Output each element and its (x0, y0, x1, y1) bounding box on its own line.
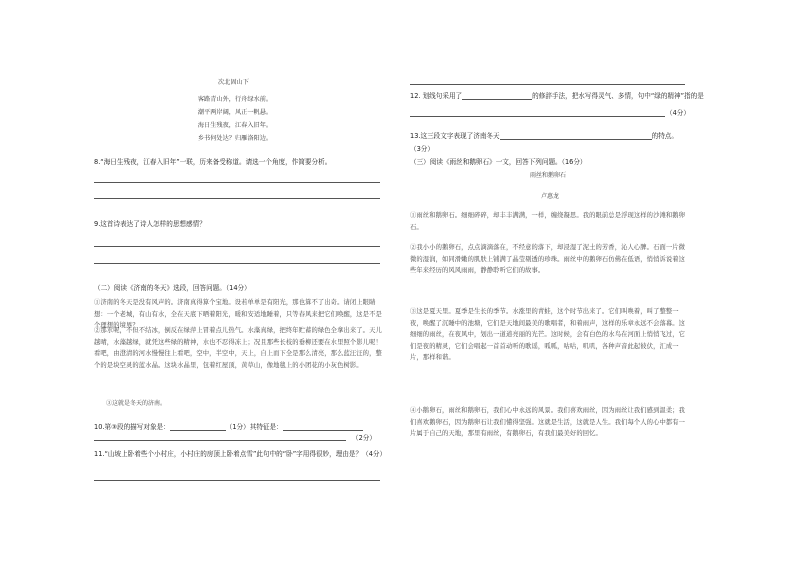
question-11: 11.“山坡上卧着些个小村庄，小村庄的房顶上卧着点雪”此句中的“卧”字用得很妙，理由是？（4分） (94, 450, 387, 458)
paragraph-3: ③这就是冬天的济南。 (106, 400, 167, 407)
poem-line-1: 客路青山外，行舟绿水前。 (197, 96, 273, 103)
article-paragraph-1: ①雨丝和鹅卵石。细细碎碎，却丰丰满满，一样，缠绕凝思。我的眼前总是浮现这样的沙滩和鹅卵石。 (410, 212, 686, 231)
poem-line-2: 潮平两岸阔，风正一帆悬。 (197, 109, 273, 116)
question-10-score: （2分） (352, 434, 376, 442)
answer-line-9b[interactable] (94, 263, 380, 264)
section-2-heading: （二）阅读《济南的冬天》选段，回答问题。（14分） (94, 284, 251, 292)
answer-line-9a[interactable] (94, 246, 380, 247)
answer-line-10[interactable] (94, 440, 346, 441)
question-13-text-b: 的特点。 (651, 132, 678, 140)
paragraph-1: ①济南的冬天是没有风声的。济南真得算个宝地。设若单单是有阳光，那也算不了出奇。请闭上眼睛想：一个老城，有山有水，全在天底下晒着阳光，暖和安适地睡着，只等春风来把它们唤醒，这是不是个理想的境界？ (94, 299, 382, 329)
blank-10b[interactable] (283, 423, 363, 431)
article-title: 雨丝和鹅卵石 (530, 172, 567, 179)
blank-12a[interactable] (462, 92, 532, 100)
poem-title: 次北固山下 (218, 79, 249, 86)
question-12 (410, 92, 704, 100)
question-13 (410, 132, 678, 140)
article-paragraph-4: ④小鹅卵石，雨丝和鹅卵石，我们心中永远的风景。我们喜欢雨丝，因为雨丝让我们感到温柔；我们喜欢鹅卵石，因为鹅卵石让我们懂得坚强。这就是生活，这就是人生。我们每个人的心中都有一片属于自己的天地，那里有雨丝，有鹅卵石，有我们最美好的回忆。 (410, 407, 686, 438)
question-9: 9.这首诗表达了诗人怎样的思想感情？ (94, 220, 206, 228)
blank-10a[interactable] (170, 423, 226, 431)
article-author: 卢惠龙 (541, 193, 560, 200)
question-10 (94, 423, 363, 431)
poem-line-3: 海日生残夜，江春入旧年。 (197, 122, 273, 129)
blank-13[interactable] (500, 132, 652, 140)
question-13-score: （3分） (410, 145, 434, 153)
question-12-text-a: 12. 划线句采用了 (410, 92, 463, 100)
article-paragraph-3: ③这是夏天里。夏季是生长的季节。水涨里的青蛙，这个时节出来了。它们叫唤着，叫了整整一夜，唤醒了沉睡中的池塘，它们是天地间最美的歌唱者，和着雨声，这样的乐章永远不会落幕。这细细的雨丝，在夜风中，划出一道道亮丽的光芒。这时候，会有白色的水鸟在河面上悄悄飞过，它们是夜的精灵，它们会唱起一首首动听的歌谣，呱呱，咕咕，叽叽，各种声音此起彼伏，汇成一片，那样和谐。 (410, 308, 686, 362)
question-8: 8.“海日生残夜，江春入旧年”一联，历来备受称道。请选一个角度，作简要分析。 (94, 158, 332, 166)
answer-line-8a[interactable] (94, 182, 380, 183)
question-12-score: （4分） (666, 109, 690, 117)
poem-line-4: 乡书何处达？归雁洛阳边。 (197, 135, 273, 142)
question-10-mid: （1分）其特征是： (225, 423, 283, 431)
answer-line-top-right[interactable] (410, 84, 685, 85)
question-13-text-a: 13.这三段文字表现了济南冬天 (410, 132, 500, 140)
article-paragraph-2: ②我小小的鹅卵石，点点滴滴落在，不经意的落下，却浸湿了泥土的芳香，沁人心脾。石面一片微微的湿润，如同滑嫩的肌肤上铺满了晶莹剔透的珍珠。雨丝中的鹅卵石仿佛在低语，悄悄诉说着这些年来经历的风风雨雨，静静聆听它们的故事。 (410, 244, 686, 275)
answer-line-12[interactable] (410, 116, 665, 117)
section-3-heading: （三）阅读《雨丝和鹅卵石》一文，回答下列问题。（16分） (410, 158, 587, 166)
answer-line-8b[interactable] (94, 198, 380, 199)
question-12-text-b: 的修辞手法，把水写得灵气、多情，句中“绿的精神”指的是 (532, 92, 704, 100)
question-10-text: 10.第③段的描写对象是： (94, 423, 170, 431)
paragraph-2: ②那水呢，不但不结冰，倒反在绿萍上冒着点儿热气。水藻真绿，把终年贮蓄的绿色全拿出来了。天儿越晴，水藻越绿，就凭这些绿的精神，水也不忍得冻上；况且那些长枝的垂柳还要在水里照个影儿呢！看吧，由澄清的河水慢慢往上看吧，空中，半空中，天上，自上而下全是那么清亮，那么蓝汪汪的，整个的是块空灵的蓝水晶。这块水晶里，包着红屋顶，黄草山，像地毯上的小团花的小灰色树影。 (94, 327, 382, 369)
answer-line-11[interactable] (94, 480, 380, 481)
